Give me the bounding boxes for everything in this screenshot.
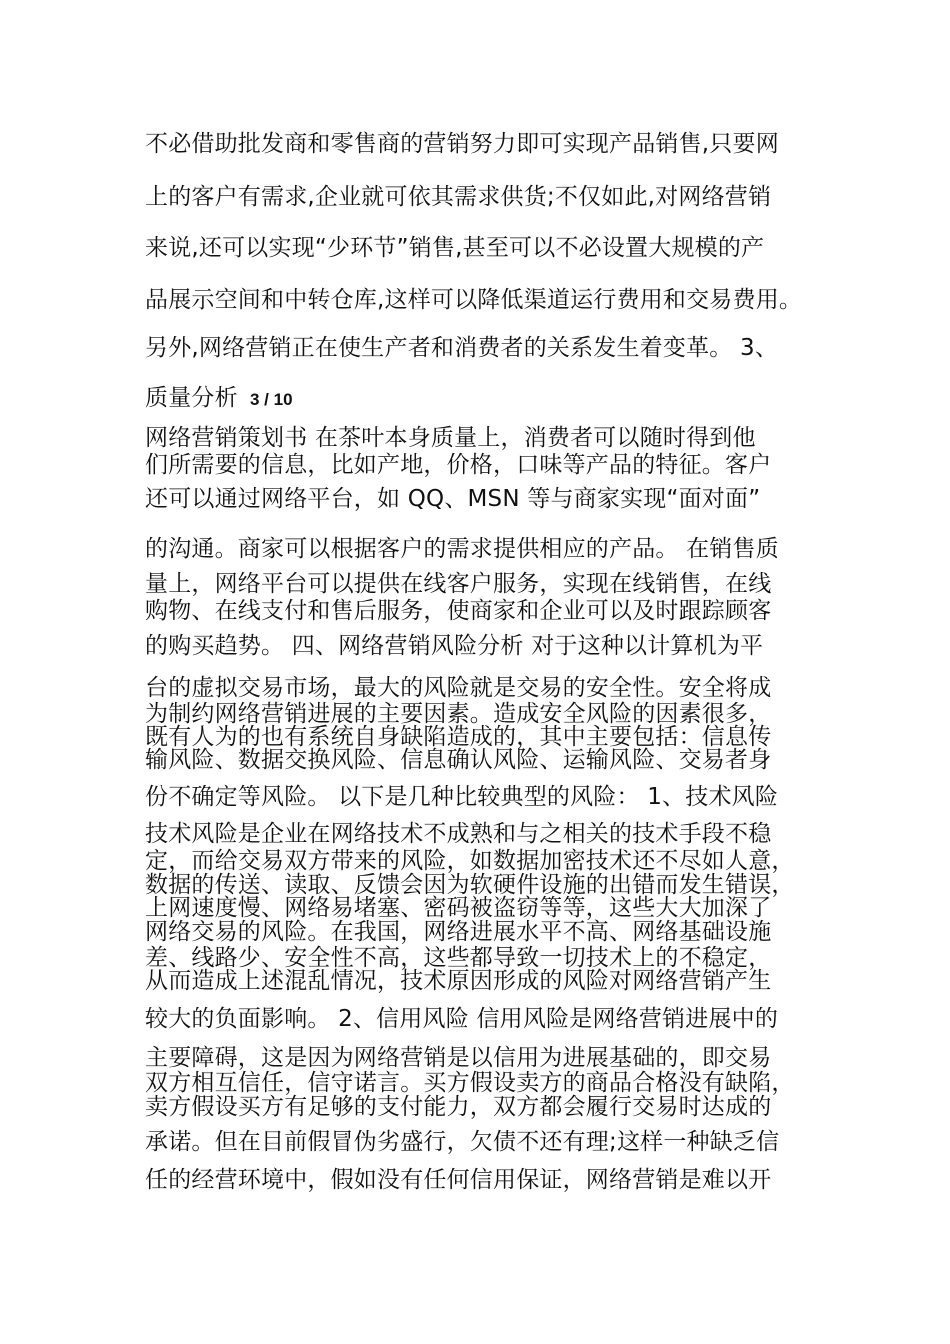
- text-line: 定，而给交易双方带来的风险，如数据加密技术还不尽如人意，: [145, 848, 795, 874]
- text-line: 上网速度慢、网络易堵塞、密码被盗窃等等，这些大大加深了: [145, 895, 772, 921]
- text-line: 台的虚拟交易市场，最大的风险就是交易的安全性。安全将成: [145, 675, 772, 701]
- text-line: 量上，网络平台可以提供在线客户服务，实现在线销售，在线: [145, 571, 772, 597]
- text-line: 既有人为的也有系统自身缺陷造成的，其中主要包括：信息传: [145, 724, 772, 750]
- text-line: 承诺。但在目前假冒伪劣盛行，欠债不还有理;这样一种缺乏信: [145, 1129, 780, 1155]
- text-line: 另外,网络营销正在使生产者和消费者的关系发生着变革。 3、: [145, 335, 779, 361]
- text-line: 较大的负面影响。 2、信用风险 信用风险是网络营销进展中的: [145, 1006, 779, 1032]
- text-line: 上的客户有需求,企业就可依其需求供货;不仅如此,对网络营销: [145, 184, 772, 210]
- text-line: 的沟通。商家可以根据客户的需求提供相应的产品。 在销售质: [145, 536, 779, 562]
- page-number: 3 / 10: [250, 390, 293, 409]
- text-line: 双方相互信任，信守诺言。买方假设卖方的商品合格没有缺陷，: [145, 1070, 795, 1096]
- text-line: 品展示空间和中转仓库,这样可以降低渠道运行费用和交易费用。: [145, 287, 803, 313]
- text-line: 购物、在线支付和售后服务，使商家和企业可以及时跟踪顾客: [145, 598, 772, 624]
- text-line: 份不确定等风险。 以下是几种比较典型的风险： 1、技术风险: [145, 784, 779, 810]
- text-line: 的购买趋势。 四、网络营销风险分析 对于这种以计算机为平: [145, 633, 764, 659]
- text-line: 技术风险是企业在网络技术不成熟和与之相关的技术手段不稳: [145, 821, 772, 847]
- text-line: 卖方假设买方有足够的支付能力，双方都会履行交易时达成的: [145, 1094, 772, 1120]
- text-line: 网络交易的风险。在我国，网络进展水平不高、网络基础设施: [145, 919, 772, 945]
- text-line: 从而造成上述混乱情况，技术原因形成的风险对网络营销产生: [145, 968, 772, 994]
- text-line: 质量分析: [145, 385, 238, 411]
- text-line: 为制约网络营销进展的主要因素。造成安全风险的因素很多，: [145, 701, 772, 727]
- text-line: 差、线路少、安全性不高，这些都导致一切技术上的不稳定，: [145, 945, 772, 971]
- text-line: 数据的传送、读取、反馈会因为软硬件设施的出错而发生错误，: [145, 872, 795, 898]
- text-line: 输风险、数据交换风险、信息确认风险、运输风险、交易者身: [145, 747, 772, 773]
- text-line: 任的经营环境中，假如没有任何信用保证，网络营销是难以开: [145, 1167, 772, 1193]
- text-line: 们所需要的信息，比如产地，价格，口味等产品的特征。客户: [145, 452, 772, 478]
- text-line: 不必借助批发商和零售商的营销努力即可实现产品销售,只要网: [145, 131, 779, 157]
- text-line: 还可以通过网络平台，如 QQ、MSN 等与商家实现“面对面”: [145, 486, 761, 512]
- text-line: 来说,还可以实现“少环节”销售,甚至可以不必设置大规模的产: [145, 235, 765, 261]
- text-line: 主要障碍，这是因为网络营销是以信用为进展基础的，即交易: [145, 1045, 772, 1071]
- text-line: 网络营销策划书 在茶叶本身质量上，消费者可以随时得到他: [145, 425, 756, 451]
